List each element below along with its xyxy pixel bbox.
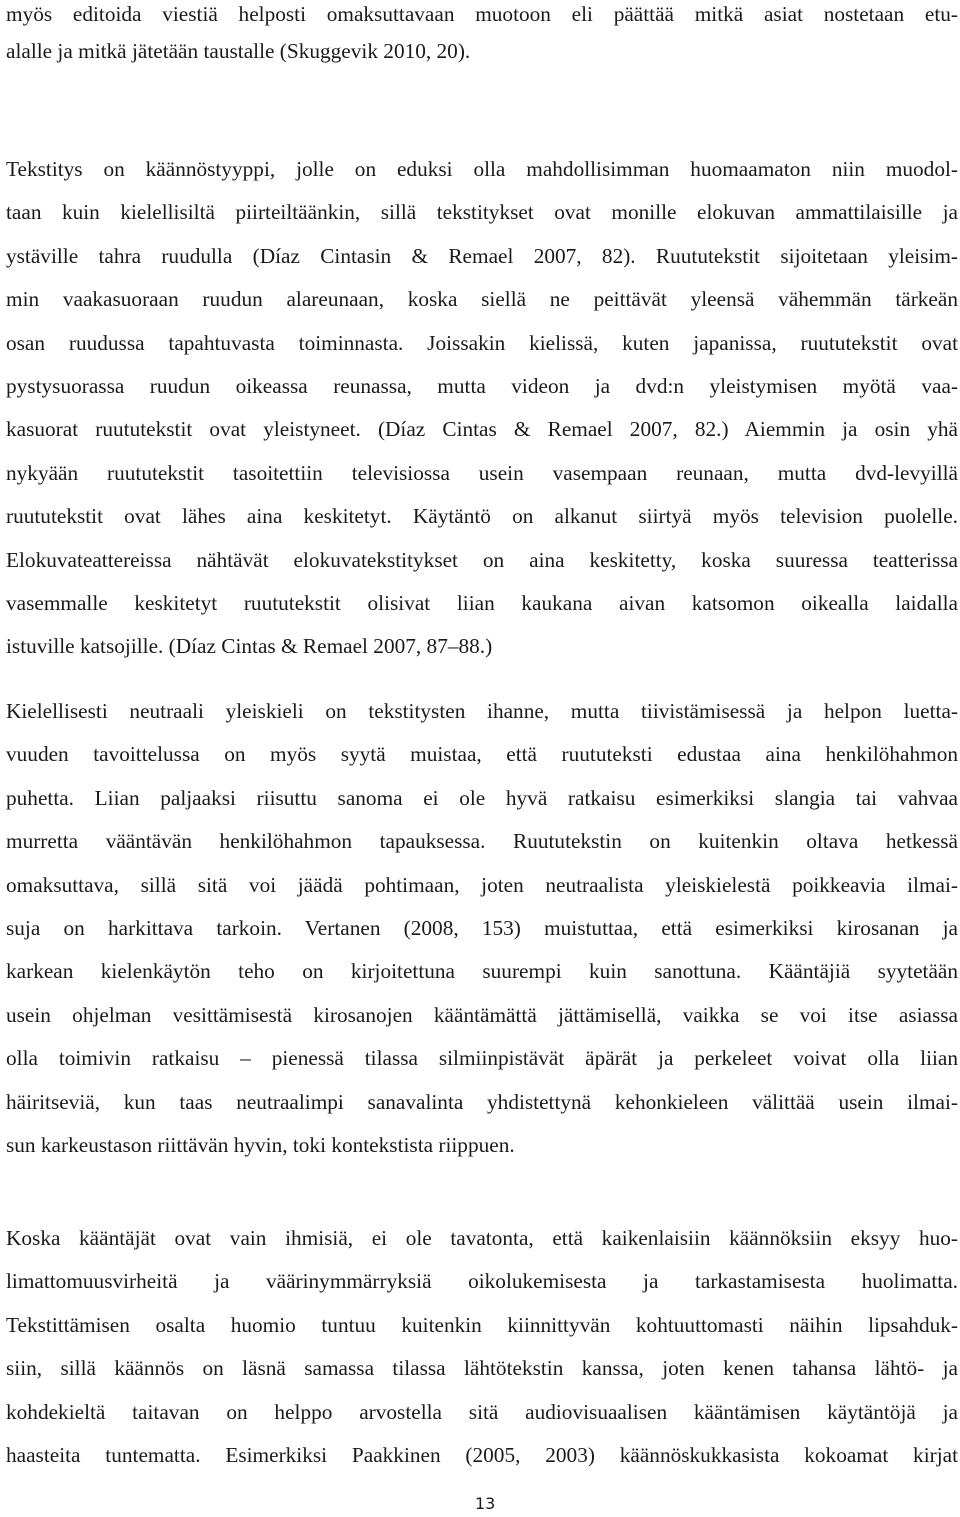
text-line: vasemmalle keskitetyt ruututekstit olisivat liian kaukana aivan katsomon oikealla laidalla bbox=[6, 590, 958, 615]
text-line: vuuden tavoittelussa on myös syytä muistaa, että ruututeksti edustaa aina henkilöhahmon bbox=[6, 742, 958, 767]
text-line: siin, sillä käännös on läsnä samassa tilassa lähtötekstin kanssa, joten kenen tahansa lähtö- ja bbox=[6, 1356, 958, 1381]
text-line: suja on harkittava tarkoin. Vertanen (2008, 153) muistuttaa, että esimerkiksi kirosanan ja bbox=[6, 915, 958, 940]
document-page bbox=[6, 0, 958, 1517]
text-line: kasuorat ruututekstit ovat yleistyneet. (Díaz Cintas & Remael 2007, 82.) Aiemmin ja osin yhä bbox=[6, 417, 958, 442]
text-line: haasteita tuntematta. Esimerkiksi Paakkinen (2005, 2003) käännöskukkasista kokoamat kirjat bbox=[6, 1442, 958, 1467]
text-line: taan kuin kielellisiltä piirteiltäänkin, sillä tekstitykset ovat monille elokuvan ammattilaisille ja bbox=[6, 200, 958, 225]
text-line: häiritseviä, kun taas neutraalimpi sanavalinta yhdistettynä kehonkieleen välittää usein ilmai- bbox=[6, 1089, 958, 1114]
text-line: limattomuusvirheitä ja väärinymmärryksiä oikolukemisesta ja tarkastamisesta huolimatta. bbox=[6, 1269, 958, 1294]
text-line: Koska kääntäjät ovat vain ihmisiä, ei ole tavatonta, että kaikenlaisiin käännöksiin eksyy huo- bbox=[6, 1226, 958, 1250]
paragraph-3 bbox=[6, 690, 958, 1167]
text-line: karkean kielenkäytön teho on kirjoitettuna suurempi kuin sanottuna. Kääntäjiä syytetään bbox=[6, 959, 958, 984]
text-line: osan ruudussa tapahtuvasta toiminnasta. Joissakin kielissä, kuten japanissa, ruututekstit ovat bbox=[6, 330, 958, 355]
page-number: 13 bbox=[475, 1494, 496, 1513]
text-line: Tekstittämisen osalta huomio tuntuu kuitenkin kiinnittyvän kohtuuttomasti näihin lipsahduk- bbox=[6, 1312, 958, 1337]
text-line: istuville katsojille. (Díaz Cintas & Remael 2007, 87–88.) bbox=[6, 634, 493, 659]
paragraph-2 bbox=[6, 148, 958, 669]
text-line: puhetta. Liian paljaaksi riisuttu sanoma ei ole hyvä ratkaisu esimerkiksi slangia tai vahvaa bbox=[6, 785, 958, 810]
text-line: Tekstitys on käännöstyyppi, jolle on eduksi olla mahdollisimman huomaamaton niin muodol- bbox=[6, 157, 958, 181]
text-line: omaksuttava, sillä sitä voi jäädä pohtimaan, joten neutraalista yleiskielestä poikkeavia ilmai- bbox=[6, 872, 958, 897]
text-line: Kielellisesti neutraali yleiskieli on tekstitysten ihanne, mutta tiivistämisessä ja helpon luetta- bbox=[6, 699, 958, 723]
text-line: myös editoida viestiä helposti omaksuttavaan muotoon eli päättää mitkä asiat nostetaan etu- bbox=[6, 2, 958, 26]
text-line: ystäville tahra ruudulla (Díaz Cintasin & Remael 2007, 82). Ruututekstit sijoitetaan yleisim- bbox=[6, 243, 958, 268]
text-line: alalle ja mitkä jätetään taustalle (Skuggevik 2010, 20). bbox=[6, 39, 471, 63]
text-line: Elokuvateattereissa nähtävät elokuvatekstitykset on aina keskitetty, koska suuressa teatterissa bbox=[6, 547, 958, 572]
text-line: min vaakasuoraan ruudun alareunaan, koska siellä ne peittävät yleensä vähemmän tärkeän bbox=[6, 287, 958, 312]
text-line: usein ohjelman vesittämisestä kirosanojen kääntämättä jättämisellä, vaikka se voi itse asiassa bbox=[6, 1002, 958, 1027]
paragraph-4 bbox=[6, 1217, 958, 1477]
text-line: ruututekstit ovat lähes aina keskitetyt. Käytäntö on alkanut siirtyä myös television puolelle. bbox=[6, 504, 958, 529]
paragraph-1 bbox=[6, 0, 958, 70]
text-line: nykyään ruututekstit tasoitettiin televisiossa usein vasempaan reunaan, mutta dvd-levyillä bbox=[6, 460, 958, 485]
text-line: sun karkeustason riittävän hyvin, toki kontekstista riippuen. bbox=[6, 1132, 515, 1157]
text-line: murretta vääntävän henkilöhahmon tapauksessa. Ruututekstin on kuitenkin oltava hetkessä bbox=[6, 829, 958, 854]
text-line: olla toimivin ratkaisu – pienessä tilassa silmiinpistävät äpärät ja perkeleet voivat olla liian bbox=[6, 1046, 958, 1071]
text-line: kohdekieltä taitavan on helppo arvostella sitä audiovisuaalisen kääntämisen käytäntöjä ja bbox=[6, 1399, 958, 1424]
text-line: pystysuorassa ruudun oikeassa reunassa, mutta videon ja dvd:n yleistymisen myötä vaa- bbox=[6, 373, 958, 398]
